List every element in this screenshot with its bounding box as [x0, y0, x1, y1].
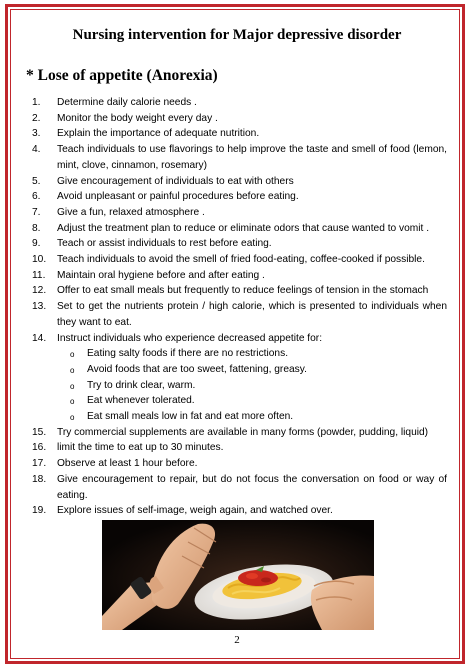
- item-text: Teach individuals to use flavorings to help improve the taste and smell of food (lemon, mint, clove, cinnamon, rosemary): [57, 144, 447, 171]
- sub-list-item: [70, 409, 447, 425]
- sub-list-item: [70, 362, 447, 378]
- list-item: [32, 205, 447, 221]
- list-item: [32, 268, 447, 284]
- item-number: 7.: [32, 206, 41, 218]
- bullet-icon: o: [70, 397, 75, 407]
- list-item: [32, 111, 447, 127]
- list-item: [32, 174, 447, 190]
- sub-list-item: [70, 393, 447, 409]
- item-text: Try commercial supplements are available in many forms (powder, pudding, liquid): [57, 426, 429, 438]
- item-text: Observe at least 1 hour before.: [57, 458, 198, 470]
- sub-item-text: Eating salty foods if there are no restrictions.: [87, 348, 289, 360]
- item-number: 5.: [32, 175, 41, 187]
- item-number: 10.: [32, 254, 47, 266]
- sub-list: [57, 346, 447, 425]
- item-text: Give a fun, relaxed atmosphere .: [57, 206, 205, 218]
- bullet-icon: o: [70, 350, 75, 360]
- item-number: 12.: [32, 285, 47, 297]
- list-item: [32, 95, 447, 111]
- item-number: 14.: [32, 332, 47, 344]
- item-text: Determine daily calorie needs .: [57, 97, 197, 108]
- bullet-icon: o: [70, 365, 75, 375]
- item-number: 2.: [32, 112, 41, 124]
- item-text: Offer to eat small meals but frequently to reduce feelings of tension in the stomach: [57, 285, 429, 297]
- item-number: 18.: [32, 473, 47, 485]
- list-item: [32, 425, 447, 441]
- item-text: Teach or assist individuals to rest before eating.: [57, 238, 272, 250]
- item-number: 3.: [32, 128, 41, 140]
- food-refusal-photo: [102, 520, 374, 630]
- item-text: Monitor the body weight every day .: [57, 112, 218, 124]
- item-text: limit the time to eat up to 30 minutes.: [57, 442, 224, 454]
- item-number: 16.: [32, 442, 47, 454]
- intervention-list: [32, 95, 447, 519]
- hand-refusing-plate-of-food-icon: [102, 520, 374, 630]
- list-item: [32, 126, 447, 142]
- item-text: Give encouragement to repair, but do not focus the conversation on food or way of eating.: [57, 473, 447, 501]
- item-number: 6.: [32, 191, 41, 203]
- list-item: [32, 236, 447, 252]
- list-item: [32, 503, 447, 519]
- item-text: Avoid unpleasant or painful procedures before eating.: [57, 191, 299, 203]
- list-item: [32, 331, 447, 425]
- item-number: 19.: [32, 505, 47, 517]
- item-text: Instruct individuals who experience decreased appetite for:: [57, 332, 323, 344]
- page-number: 2: [234, 634, 240, 646]
- item-text: Explore issues of self-image, weigh again, and watched over.: [57, 505, 333, 517]
- item-text: Give encouragement of individuals to eat with others: [57, 175, 294, 187]
- sub-item-text: Avoid foods that are too sweet, fattening, greasy.: [87, 363, 307, 375]
- list-item: [32, 283, 447, 299]
- list-item: [32, 142, 447, 173]
- item-text: Adjust the treatment plan to reduce or eliminate odors that cause wanted to vomit .: [57, 222, 430, 234]
- item-number: 8.: [32, 222, 41, 234]
- item-number: 9.: [32, 238, 41, 250]
- item-number: 11.: [32, 269, 46, 281]
- item-number: 4.: [32, 144, 41, 156]
- item-number: 15.: [32, 426, 47, 438]
- list-item: [32, 299, 447, 330]
- item-number: 17.: [32, 458, 47, 470]
- bullet-icon: o: [70, 381, 75, 391]
- list-item: [32, 472, 447, 503]
- list-item: [32, 221, 447, 237]
- list-item: [32, 252, 447, 268]
- sub-list-item: [70, 378, 447, 394]
- document-title: Nursing intervention for Major depressive disorder: [72, 27, 402, 43]
- item-number: 1.: [32, 97, 41, 108]
- bullet-icon: o: [70, 413, 75, 423]
- sub-item-text: Try to drink clear, warm.: [87, 379, 196, 391]
- item-text: Teach individuals to avoid the smell of fried food-eating, coffee-cooked if possible.: [57, 254, 425, 266]
- section-heading: * Lose of appetite (Anorexia): [26, 67, 218, 84]
- list-item: [32, 189, 447, 205]
- sub-list-item: [70, 346, 447, 362]
- item-text: Set to get the nutrients protein / high calorie, which is presented to individuals when they want to eat.: [57, 301, 447, 328]
- item-number: 13.: [32, 301, 47, 313]
- sub-item-text: Eat whenever tolerated.: [87, 395, 195, 407]
- list-item: [32, 440, 447, 456]
- item-text: Maintain oral hygiene before and after eating .: [57, 269, 265, 281]
- item-text: Explain the importance of adequate nutrition.: [57, 128, 260, 140]
- list-item: [32, 456, 447, 472]
- sub-item-text: Eat small meals low in fat and eat more often.: [87, 411, 294, 423]
